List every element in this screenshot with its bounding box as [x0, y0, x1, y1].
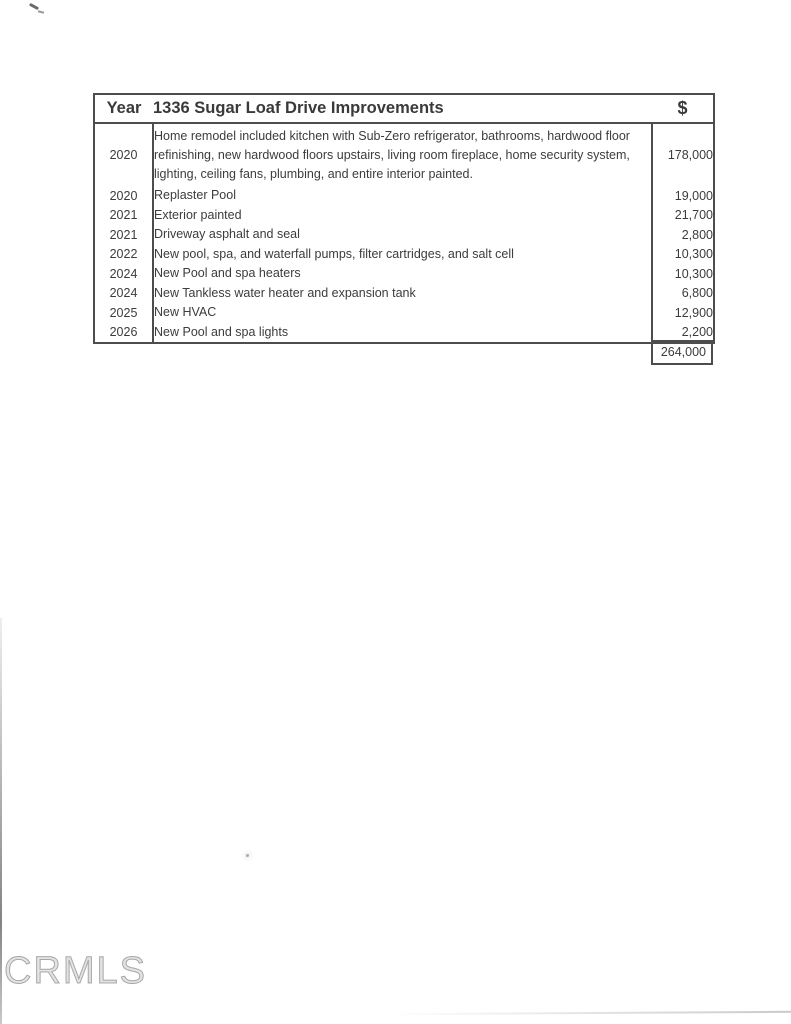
description-cell: New Pool and spa lights [153, 323, 652, 344]
year-cell: 2022 [94, 245, 153, 265]
scan-artifact-top-left-smudge [29, 3, 39, 10]
year-cell: 2026 [94, 323, 153, 344]
table-row [94, 225, 714, 245]
description-cell: New Tankless water heater and expansion tank [153, 284, 652, 304]
amount-cell: 19,000 [674, 188, 713, 203]
description-cell: New Pool and spa heaters [153, 264, 652, 284]
table-row [94, 186, 714, 206]
amount-cell: 21,700 [674, 208, 713, 223]
year-cell: 2021 [94, 206, 153, 226]
improvements-table [93, 93, 715, 344]
amount-cell: 2,200 [681, 325, 713, 340]
table-row [94, 323, 714, 344]
table-row [94, 284, 714, 304]
amount-cell: 12,900 [674, 305, 713, 320]
description-cell: Replaster Pool [153, 186, 652, 206]
improvements-column-header: 1336 Sugar Loaf Drive Improvements [153, 94, 652, 123]
year-cell: 2024 [94, 264, 153, 284]
crmls-watermark: CRMLS [4, 950, 148, 992]
amount-column-header: $ [652, 94, 714, 123]
year-cell: 2025 [94, 303, 153, 323]
year-cell: 2024 [94, 284, 153, 304]
amount-cell: 2,800 [681, 227, 713, 242]
scan-artifact-left-edge-line [0, 618, 2, 1024]
amount-cell: 178,000 [667, 148, 713, 162]
table-row [94, 303, 714, 323]
year-cell: 2020 [94, 123, 153, 186]
scan-artifact-speck [246, 854, 249, 857]
description-cell: Home remodel included kitchen with Sub-Zero refrigerator, bathrooms, hardwood floor refinishing, new hardwood floors upstairs, living room fireplace, home security system, lighting, ceiling fans, plumbing, and entire interior painted. [153, 123, 652, 186]
table-row [94, 206, 714, 226]
description-cell: New pool, spa, and waterfall pumps, filter cartridges, and salt cell [153, 245, 652, 265]
table-header-row [94, 94, 714, 123]
description-cell: Driveway asphalt and seal [153, 225, 652, 245]
description-cell: New HVAC [153, 303, 652, 323]
amount-cell: 6,800 [681, 286, 713, 301]
table-row [94, 245, 714, 265]
table-row [94, 264, 714, 284]
description-cell: Exterior painted [153, 206, 652, 226]
year-cell: 2020 [94, 186, 153, 206]
scan-artifact-top-left-smudge-small [38, 10, 44, 13]
scan-artifact-bottom-shadow-line [388, 1011, 791, 1015]
table-row [94, 123, 714, 186]
total-amount-cell: 264,000 [651, 340, 713, 365]
amount-cell: 10,300 [674, 266, 713, 281]
year-column-header: Year [94, 94, 153, 123]
amount-cell: 10,300 [674, 247, 713, 262]
year-cell: 2021 [94, 225, 153, 245]
